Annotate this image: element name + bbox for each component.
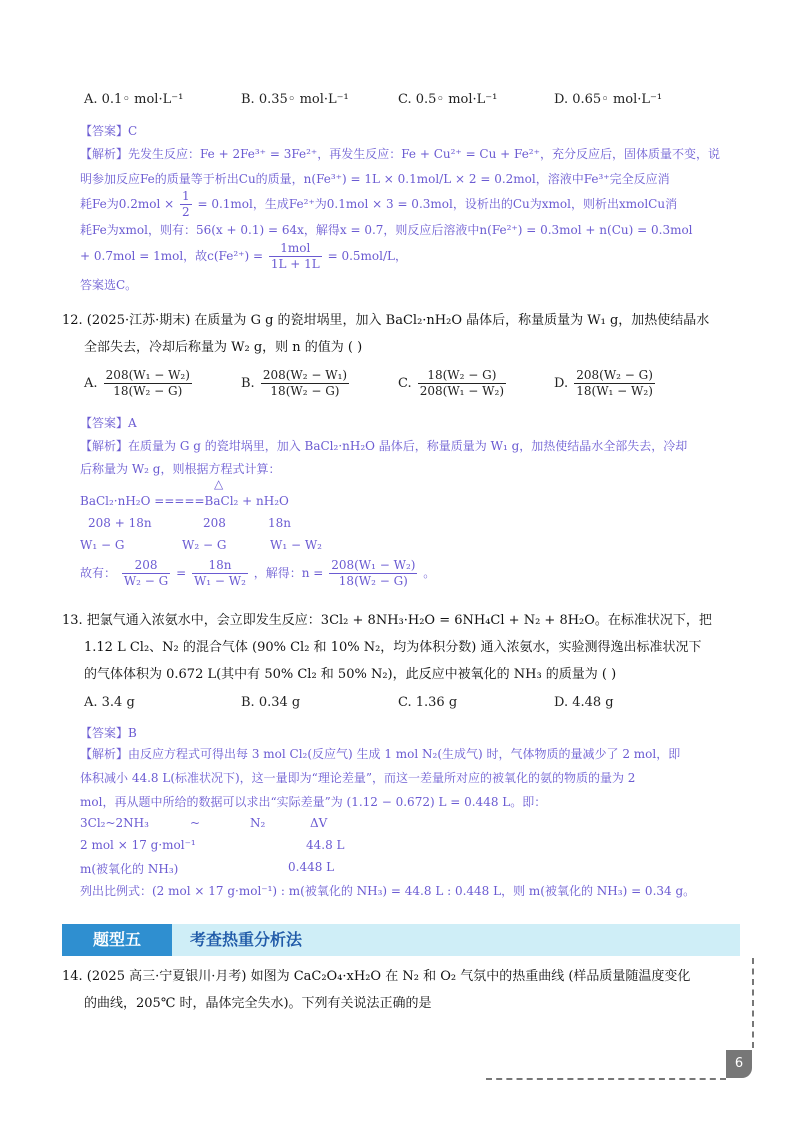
q12-option-b-den: 18(W₂ − G): [270, 384, 340, 398]
q12-option-a-label: A.: [84, 376, 98, 391]
q12-so-prefix: 故有：: [80, 566, 117, 580]
heat-delta-symbol: △: [214, 477, 224, 491]
q12-analysis-line-1: 【解析】在质量为 G g 的瓷坩埚里，加入 BaCl₂·nH₂O 晶体后，称量质量为 W₁ g，加热使结晶水全部失去，冷却: [80, 439, 688, 453]
q13-option-d: D. 4.48 g: [554, 695, 614, 710]
q13-stem-line-2: 1.12 L Cl₂、N₂ 的混合气体 (90% Cl₂ 和 10% N₂，均为体积分数) 通入浓氨水，实验测得逸出标准状况下: [84, 640, 702, 655]
q12-equation: BaCl₂·nH₂O =====BaCl₂ + nH₂O: [80, 494, 289, 508]
q12-option-c: [398, 368, 508, 399]
page-border-horizontal-dash: [486, 1078, 726, 1080]
q13-option-c: C. 1.36 g: [398, 695, 458, 710]
section-header-bar: [62, 924, 740, 956]
q12-option-a-den: 18(W₂ − G): [113, 384, 183, 398]
q13-ratio: 列出比例式：(2 mol × 17 g·mol⁻¹) : m(被氧化的 NH₃) = 44.8 L : 0.448 L，则 m(被氧化的 NH₃) = 0.34 g。: [80, 884, 696, 898]
q13-option-a: A. 3.4 g: [84, 695, 135, 710]
q13-option-b: B. 0.34 g: [241, 695, 301, 710]
q12-frac-1-den: W₂ − G: [123, 574, 169, 588]
q13-stem-line-1: 13. 把氯气通入浓氨水中，会立即发生反应：3Cl₂ + 8NH₃·H₂O = 6NH₄Cl + N₂ + 8H₂O。在标准状况下，把: [62, 613, 712, 628]
q12-option-d-label: D.: [554, 376, 569, 391]
half-den: 2: [182, 205, 190, 219]
q12-option-d-num: 208(W₂ − G): [576, 368, 653, 382]
q12-frac-3-num: 208(W₁ − W₂): [331, 558, 416, 572]
q12-option-c-label: C.: [398, 376, 412, 391]
q11-line5-prefix: + 0.7mol = 1mol，故c(Fe²⁺) =: [80, 249, 264, 263]
q11-option-c: C. 0.5◦ mol·L⁻¹: [398, 92, 498, 107]
q13-analysis-line-1: 【解析】由反应方程式可得出每 3 mol Cl₂(反应气) 生成 1 mol N₂(生成气) 时，气体物质的量减少了 2 mol，即: [80, 747, 681, 761]
q14-stem-line-2: 的曲线，205℃ 时，晶体完全失水)。下列有关说法正确的是: [84, 996, 432, 1011]
q11-line5-suffix: = 0.5mol/L，: [327, 249, 407, 263]
q12-option-a: [84, 368, 194, 399]
q12-option-d: [554, 368, 657, 399]
q12-option-c-num: 18(W₂ − G): [418, 368, 506, 384]
q12-row2-col2: W₂ − G: [182, 538, 227, 552]
q12-option-d-den: 18(W₁ − W₂): [576, 384, 653, 398]
page-number: 6: [726, 1050, 752, 1078]
q11-line3-rest: = 0.1mol，生成Fe²⁺为0.1mol × 3 = 0.3mol，设析出的Cu为xmol，则析出xmolCu消: [197, 197, 678, 211]
q11-analysis-line-1: 【解析】先发生反应：Fe + 2Fe³⁺ = 3Fe²⁺，再发生反应：Fe + Cu²⁺ = Cu + Fe²⁺，充分反应后，固体质量不变，说: [80, 147, 720, 161]
q13-table-r1-c4: ΔV: [310, 816, 328, 830]
q12-end: 。: [423, 566, 436, 580]
q12-option-c-fraction: [418, 368, 506, 399]
q13-analysis-line-3: mol，再从题中所给的数据可以求出“实际差量”为 (1.12 − 0.672) L = 0.448 L。即：: [80, 795, 547, 809]
q11-answer: 【答案】C: [80, 124, 138, 138]
section-label: 题型五: [62, 924, 172, 956]
q12-option-b-label: B.: [241, 376, 255, 391]
q12-frac-1: [122, 558, 170, 589]
q13-table-r3-c2: 0.448 L: [288, 860, 335, 874]
q12-option-a-num: 208(W₁ − W₂): [105, 368, 190, 382]
q11-analysis-line-3: [80, 189, 677, 220]
q11-option-b: B. 0.35◦ mol·L⁻¹: [241, 92, 349, 107]
q13-stem-line-3: 的气体体积为 0.672 L(其中有 50% Cl₂ 和 50% N₂)，此反应中被氧化的 NH₃ 的质量为 ( ): [84, 667, 617, 682]
q13-table-r1-c1: 3Cl₂~2NH₃: [80, 816, 149, 830]
q14-stem-line-1: 14. (2025 高三·宁夏银川·月考) 如图为 CaC₂O₄·xH₂O 在 N₂ 和 O₂ 气氛中的热重曲线 (样品质量随温度变化: [62, 969, 691, 984]
q12-row1-col2: 208: [203, 516, 226, 530]
q12-answer: 【答案】A: [80, 416, 137, 430]
q11-analysis-line-5: [80, 241, 407, 272]
page-border-vertical-dash: [752, 958, 754, 1048]
q12-analysis-line-2: 后称量为 W₂ g，则根据方程式计算：: [80, 462, 281, 476]
q12-option-b: [241, 368, 351, 399]
q12-solve: ，解得：n =: [253, 566, 324, 580]
q12-row2-col3: W₁ − W₂: [270, 538, 322, 552]
q13-table-r1-c3: N₂: [250, 816, 266, 830]
q12-frac-3: [329, 558, 417, 589]
q13-table-r1-c2: ~: [190, 816, 201, 830]
q11-analysis-line-2: 明参加反应Fe的质量等于析出Cu的质量，n(Fe³⁺) = 1L × 0.1mol/L × 2 = 0.2mol，溶液中Fe³⁺完全反应消: [80, 172, 670, 186]
q13-analysis-line-2: 体积减小 44.8 L(标准状况下)，这一量即为“理论差量”，而这一差量所对应的被氧化的氨的物质的量为 2: [80, 771, 636, 785]
q13-table-r2-c2: 44.8 L: [306, 838, 345, 852]
q12-stem-line-1: 12. (2025·江苏·期末) 在质量为 G g 的瓷坩埚里，加入 BaCl₂·nH₂O 晶体后，称量质量为 W₁ g，加热使结晶水: [62, 313, 710, 328]
q11-line3-prefix: 耗Fe为0.2mol ×: [80, 197, 175, 211]
q12-option-c-den: 208(W₁ − W₂): [419, 384, 505, 398]
q12-row2-col1: W₁ − G: [80, 538, 125, 552]
section-title: 考查热重分析法: [190, 930, 303, 949]
c-num: 1mol: [269, 241, 322, 257]
q13-answer: 【答案】B: [80, 726, 137, 740]
c-fraction: [269, 241, 322, 272]
q11-analysis-line-6: 答案选C。: [80, 278, 138, 292]
q12-frac-1-num: 208: [122, 558, 170, 574]
q11-analysis-line-4: 耗Fe为xmol，则有：56(x + 0.1) = 64x，解得x = 0.7，则反应后溶液中n(Fe²⁺) = 0.3mol + n(Cu) = 0.3mol: [80, 223, 693, 237]
q12-row1-col1: 208 + 18n: [88, 516, 152, 530]
q12-option-a-fraction: [104, 368, 192, 399]
q12-option-b-fraction: [261, 368, 349, 399]
q12-option-b-num: 208(W₂ − W₁): [262, 368, 348, 382]
c-den: 1L + 1L: [270, 257, 320, 271]
q13-table-r3-c1: m(被氧化的 NH₃): [80, 862, 179, 876]
q12-conclusion: 故有： $\frac{208}{\text{W₂ − G}}$ = $\frac{18n}{\text{W₁ − W₂}}$ ，解得：n = $\frac{\text{208(W₁ − W₂)}}{\text{18(W₂ − G)}}$ 。: [80, 558, 436, 588]
q12-frac-3-den: 18(W₂ − G): [338, 574, 408, 588]
q13-table-r2-c1: 2 mol × 17 g·mol⁻¹: [80, 838, 196, 852]
q12-option-d-fraction: [574, 368, 655, 399]
half-fraction: [180, 189, 192, 220]
q11-option-a: A. 0.1◦ mol·L⁻¹: [84, 92, 184, 107]
q12-frac-2: [192, 558, 248, 589]
q12-frac-2-num: 18n: [192, 558, 248, 574]
q12-stem-line-2: 全部失去，冷却后称量为 W₂ g，则 n 的值为 ( ): [84, 340, 363, 355]
half-num: 1: [182, 189, 190, 203]
q12-row1-col3: 18n: [268, 516, 291, 530]
q12-frac-2-den: W₁ − W₂: [193, 574, 246, 588]
q11-option-d: D. 0.65◦ mol·L⁻¹: [554, 92, 663, 107]
